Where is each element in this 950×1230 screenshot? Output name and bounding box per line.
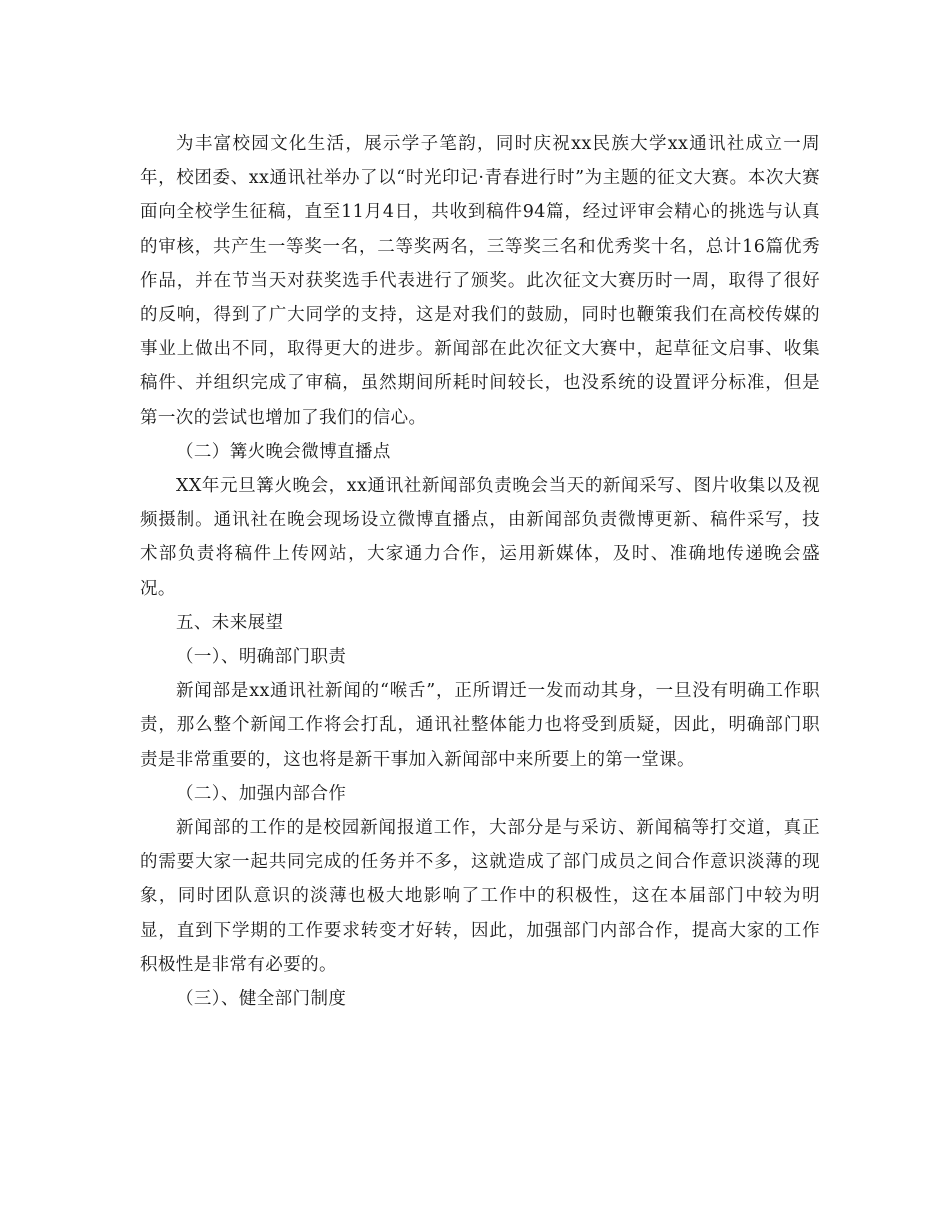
document-body [140,127,820,1016]
paragraph-essay-contest: 为丰富校园文化生活，展示学子笔韵，同时庆祝xx民族大学xx通讯社成立一周年，校团委、xx通讯社举办了以“时光印记·青春进行时”为主题的征文大赛。本次大赛面向全校学生征稿，直至11月4日，共收到稿件94篇，经过评审会精心的挑选与认真的审核，共产生一等奖一名，二等奖两名，三等奖三名和优秀奖十名，总计16篇优秀作品，并在节当天对获奖选手代表进行了颁奖。此次征文大赛历时一周，取得了很好的反响，得到了广大同学的支持，这是对我们的鼓励，同时也鞭策我们在高校传媒的事业上做出不同，取得更大的进步。新闻部在此次征文大赛中，起草征文启事、收集稿件、并组织完成了审稿，虽然期间所耗时间较长，也没系统的设置评分标准，但是第一次的尝试也增加了我们的信心。 [140,134,820,428]
subheading-clarify-duties: （一）、明确部门职责 [176,647,347,668]
subheading-bonfire-weibo: （二）篝火晚会微博直播点 [176,441,391,462]
paragraph-clarify-duties: 新闻部是xx通讯社新闻的“喉舌”，正所谓迁一发而动其身，一旦没有明确工作职责，那么整个新闻工作将会打乱，通讯社整体能力也将受到质疑，因此，明确部门职责是非常重要的，这也将是新干事加入新闻部中来所要上的第一堂课。 [140,681,820,770]
paragraph-internal-cooperation: 新闻部的工作的是校园新闻报道工作，大部分是与采访、新闻稿等打交道，真正的需要大家一起共同完成的任务并不多，这就造成了部门成员之间合作意识淡薄的现象，同时团队意识的淡薄也极大地影响了工作中的积极性，这在本届部门中较为明显，直到下学期的工作要求转变才好转，因此，加强部门内部合作，提高大家的工作积极性是非常有必要的。 [140,818,820,975]
paragraph-bonfire-party: XX年元旦篝火晚会，xx通讯社新闻部负责晚会当天的新闻采写、图片收集以及视频摄制。通讯社在晚会现场设立微博直播点，由新闻部负责微博更新、稿件采写，技术部负责将稿件上传网站，大家通力合作，运用新媒体，及时、准确地传递晚会盛况。 [140,476,820,599]
subheading-department-rules: （三）、健全部门制度 [176,989,347,1010]
section-heading-future-outlook: 五、未来展望 [176,612,284,633]
subheading-internal-cooperation: （二）、加强内部合作 [176,783,347,804]
